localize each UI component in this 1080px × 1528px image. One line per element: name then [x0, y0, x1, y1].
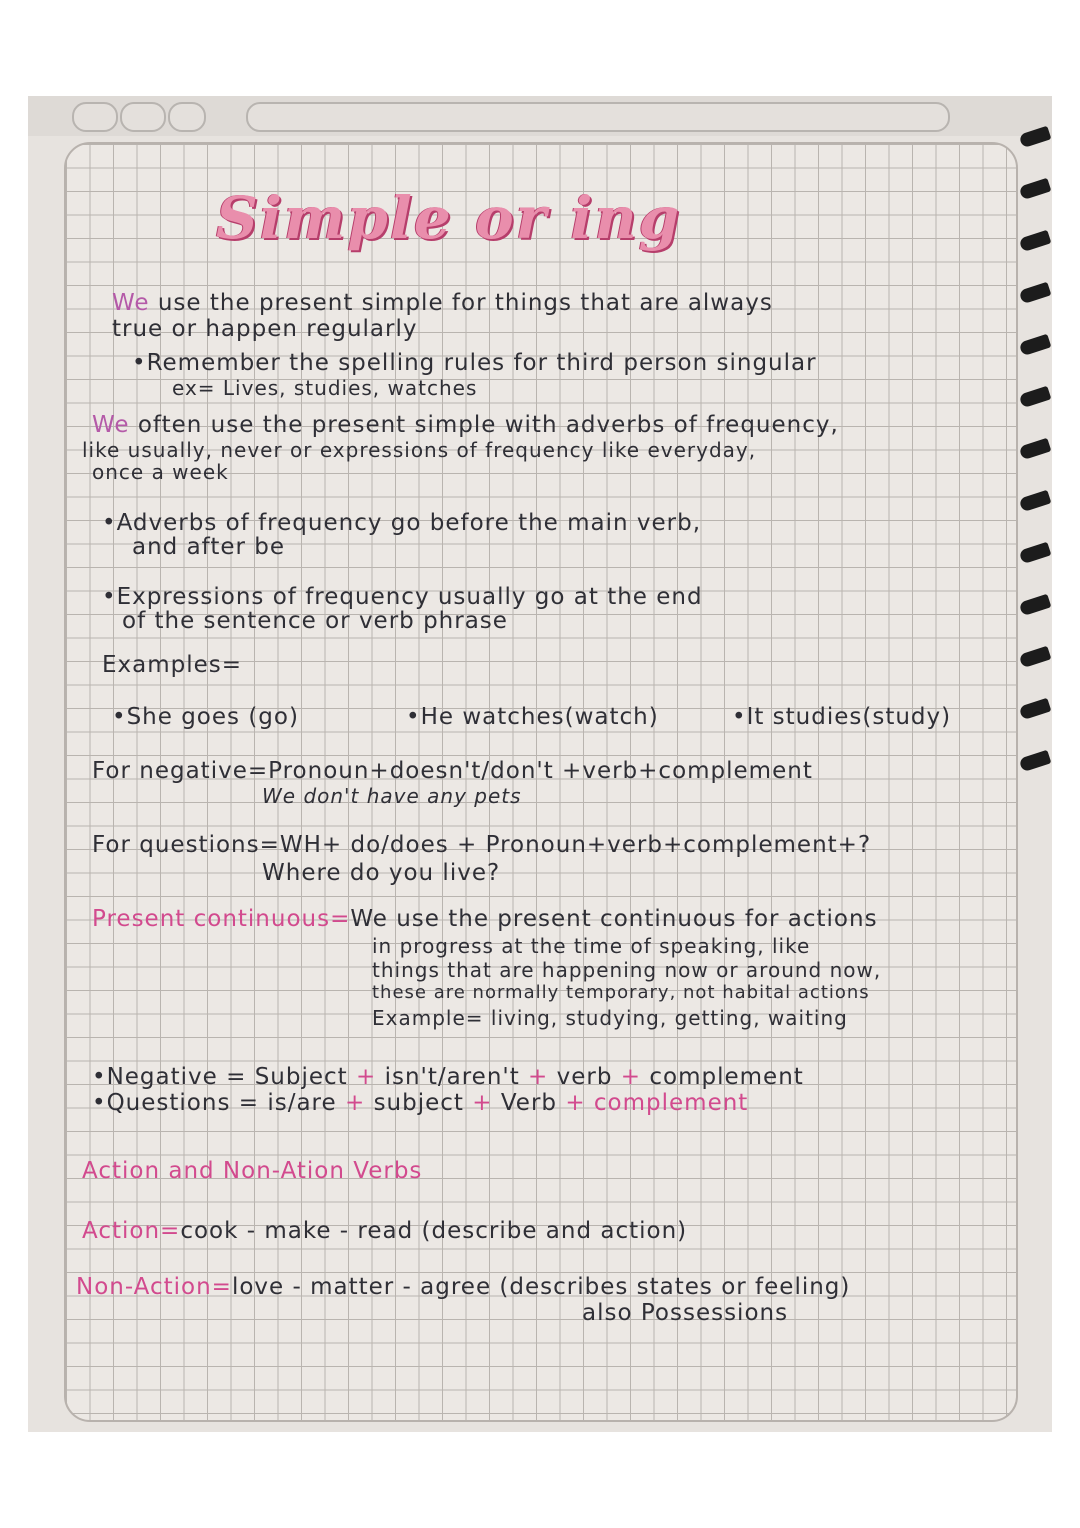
spiral-binding: [1008, 120, 1052, 1370]
continuous-questions-subject: subject: [373, 1090, 464, 1116]
continuous-negative-aux: isn't/aren't: [384, 1064, 520, 1090]
spiral-ring: [1019, 178, 1052, 201]
frequency-intro-line2: like usually, never or expressions of frequency like everyday,: [82, 438, 757, 462]
frequency-intro-text: often use the present simple with adverbs of frequency,: [137, 412, 839, 438]
continuous-negative-complement: complement: [649, 1064, 804, 1090]
simple-intro-we: We: [112, 290, 150, 316]
examples-label: Examples=: [102, 652, 243, 678]
present-continuous-line3: things that are happening now or around now,: [372, 958, 882, 982]
present-continuous-line4: these are normally temporary, not habital actions: [372, 982, 870, 1003]
page-title: Simple or ing: [216, 184, 682, 252]
plus-sign: +: [565, 1090, 586, 1116]
questions-formula: WH+ do/does + Pronoun+verb+complement+?: [279, 832, 872, 858]
continuous-questions-label: •Questions =: [92, 1090, 260, 1116]
frequency-intro-line1: [92, 412, 839, 438]
spiral-ring: [1019, 646, 1052, 669]
plus-sign: +: [620, 1064, 642, 1090]
header-date-field: [246, 102, 950, 132]
negative-example: We don't have any pets: [262, 784, 522, 808]
continuous-negative-label: •Negative =: [92, 1064, 247, 1090]
negative-rule: [92, 758, 813, 784]
present-continuous-label: Present continuous=: [92, 906, 351, 932]
action-verbs: [82, 1218, 687, 1244]
action-label: Action=: [82, 1218, 181, 1244]
spiral-ring: [1019, 438, 1052, 461]
plus-sign: +: [528, 1064, 549, 1090]
present-continuous-line5: Example= living, studying, getting, waiting: [372, 1006, 848, 1030]
negative-formula: Pronoun+doesn't/don't +verb+complement: [268, 758, 813, 784]
action-list: cook - make - read (describe and action): [180, 1218, 688, 1244]
continuous-questions-complement: complement: [593, 1090, 749, 1116]
continuous-questions-verb: Verb: [500, 1090, 557, 1116]
spiral-ring: [1019, 386, 1052, 409]
continuous-questions-aux: is/are: [267, 1090, 337, 1116]
spelling-example: ex= Lives, studies, watches: [172, 376, 478, 400]
simple-intro-line2: true or happen regularly: [112, 316, 418, 342]
spiral-ring: [1019, 230, 1052, 253]
header-tab: [120, 102, 166, 132]
questions-label: For questions=: [92, 832, 280, 858]
spiral-ring: [1019, 334, 1052, 357]
example-he-watches: •He watches(watch): [406, 704, 659, 730]
plus-sign: +: [344, 1090, 366, 1116]
simple-intro-text: use the present simple for things that are always: [157, 290, 773, 316]
example-it-studies: •It studies(study): [732, 704, 952, 730]
non-action-verbs: [76, 1274, 850, 1300]
non-action-label: Non-Action=: [76, 1274, 232, 1300]
present-continuous-line1: [92, 906, 878, 932]
continuous-negative-verb: verb: [556, 1064, 613, 1090]
spiral-ring: [1019, 542, 1052, 565]
frequency-intro-we: We: [92, 412, 130, 438]
spiral-ring: [1019, 698, 1052, 721]
spiral-ring: [1019, 750, 1052, 773]
non-action-extra: also Possessions: [582, 1300, 789, 1326]
simple-intro-line1: [112, 290, 773, 316]
continuous-negative: [92, 1064, 804, 1090]
verbs-heading: Action and Non-Ation Verbs: [82, 1158, 423, 1184]
notebook-header-strip: [28, 96, 1052, 136]
plus-sign: +: [472, 1090, 493, 1116]
questions-example: Where do you live?: [262, 860, 501, 886]
spiral-ring: [1019, 490, 1052, 513]
adverbs-rule-line2: and after be: [132, 534, 286, 560]
questions-rule: [92, 832, 871, 858]
present-continuous-text1: We use the present continuous for actions: [350, 906, 878, 932]
continuous-questions: [92, 1090, 748, 1116]
spelling-rule: •Remember the spelling rules for third person singular: [132, 350, 817, 376]
example-she-goes: •She goes (go): [112, 704, 299, 730]
spiral-ring: [1019, 126, 1052, 149]
adverbs-rule-line1: •Adverbs of frequency go before the main verb,: [102, 510, 702, 536]
grid-page: [64, 142, 1018, 1422]
notebook-photo: [28, 96, 1052, 1432]
plus-sign: +: [355, 1064, 377, 1090]
spiral-ring: [1019, 594, 1052, 617]
non-action-list: love - matter - agree (describes states or feeling): [231, 1274, 851, 1300]
expressions-rule-line1: •Expressions of frequency usually go at the end: [102, 584, 703, 610]
header-tab: [72, 102, 118, 132]
header-tab: [168, 102, 206, 132]
spiral-ring: [1019, 282, 1052, 305]
continuous-negative-subject: Subject: [254, 1064, 348, 1090]
negative-label: For negative=: [92, 758, 269, 784]
present-continuous-line2: in progress at the time of speaking, like: [372, 934, 811, 958]
expressions-rule-line2: of the sentence or verb phrase: [122, 608, 508, 634]
frequency-intro-line3: once a week: [92, 460, 229, 484]
